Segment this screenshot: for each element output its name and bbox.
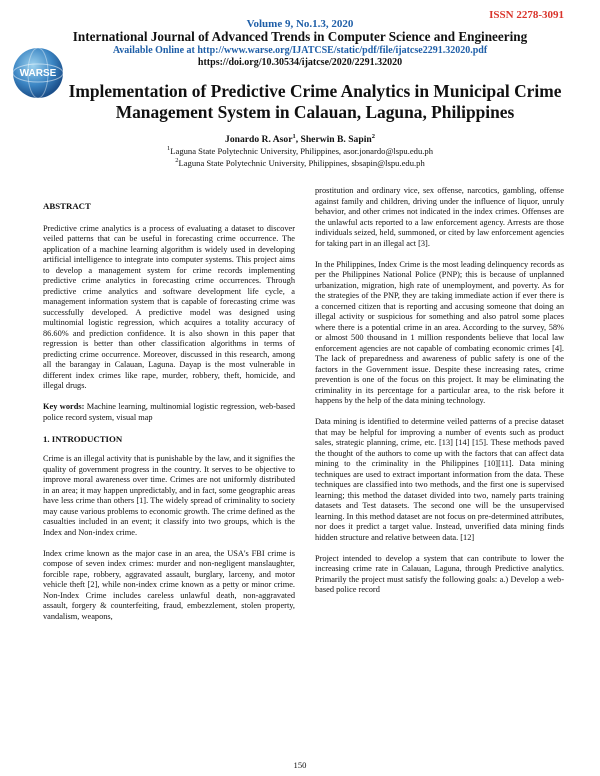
- affiliation-2-text: Laguna State Polytechnic University, Philippines, sbsapin@lspu.edu.ph: [178, 158, 425, 168]
- abstract-heading: ABSTRACT: [43, 201, 91, 211]
- intro-paragraph-3: prostitution and ordinary vice, sex offense, narcotics, gambling, offense against family and children, driving under the influence of liquor, unruly behavior, and other crimes not indicated in the index crimes. Offenses are the unlawful acts reported to a law enforcement agency. Arrests are those individuals seized, held, summoned, or cited by law enforcement agencies for taking part in an illegal act [3].: [315, 186, 564, 248]
- abstract-text: Predictive crime analytics is a process of evaluating a dataset to discover veiled patterns that can be useful in forecasting crime occurrence. The application of a machine learning algorithm is widely used in developing artificial intelligence to integrate into computer systems. This project aims to develop a management system for crime records implementing predictive crime analytics in forecasting crime occurrences. Through predictive crime analytics and software development life cycle, a management information system that is capable of forecasting crime was successfully developed. A predictive model was designed using multinomial logistic regression, which acquires a totality accuracy of 86.60% and prediction confidence. It is also shown in this paper that regression is better than other classification algorithms in terms of predicting crime occurrence. Moreover, discussed in this research, among all the barangay in Calauan, Laguna. Dayap is the most vulnerable in different index crimes like rape, murder, robbery, theft, homicide, and illegal drugs.: [43, 223, 295, 390]
- right-column: [315, 186, 564, 606]
- logo-text: WARSE: [19, 68, 57, 79]
- volume-line: Volume 9, No.1.3, 2020: [246, 18, 354, 30]
- author-2-sup: 2: [371, 132, 375, 140]
- left-column: [43, 186, 295, 633]
- doi-link[interactable]: https://doi.org/10.30534/ijatcse/2020/2291.32020: [197, 57, 403, 68]
- keywords-label: Key words:: [43, 402, 85, 411]
- author-separator: ,: [295, 134, 301, 145]
- affiliation-1-text: Laguna State Polytechnic University, Philippines, asor.jonardo@lspu.edu.ph: [170, 146, 433, 156]
- affiliation-1-sup: 1: [167, 145, 171, 153]
- paper-title: Implementation of Predictive Crime Analytics in Municipal Crime Management System in Calauan, Laguna, Philippines: [68, 81, 562, 122]
- authors-line: [0, 134, 600, 145]
- keywords-text: Machine learning, multinomial logistic regression, web-based police record system, visual map: [43, 402, 295, 422]
- intro-paragraph-5: Data mining is identified to determine veiled patterns of a precise dataset that may be helpful for improving a number of events such as product sales, strategic planning, crime, etc. [13] [14] [15]. These methods paved the thought of the authors to come up with the factors that can affect data mining to the criminality in the Philippines [10][11]. Data mining techniques are used to extract important information from the data. These techniques are classified into two methods, and the first one is supervised learning; this method the dataset divided into two, namely parts training datasets and Test datasets. The second one will be the unsupervised learning. In this method dataset are not focus on pre-determined attributes, nor does it predict a target value. Instead, unverified data mining finds hidden structure and relative between data. [12]: [315, 417, 564, 542]
- affiliation-2-sup: 2: [175, 157, 179, 165]
- keywords: [43, 402, 295, 423]
- journal-name: International Journal of Advanced Trends in Computer Science and Engineering: [72, 29, 528, 44]
- author-2: Sherwin B. Sapin: [300, 134, 372, 145]
- author-1: Jonardo R. Asor: [225, 134, 293, 145]
- intro-paragraph-2: Index crime known as the major case in an area, the USA's FBI crime is compose of seven index crimes: murder and non-negligent manslaughter, forcible rape, robbery, aggravated assault, burglary, larceny, and motor vehicle theft [2], while non-index crime known as a petty or minor crime. Non-Index Crime includes careless unlawful death, non-aggravated assault, forgery & counterfeiting, fraud, embezzlement, stolen property, vandalism, weapons,: [43, 548, 295, 621]
- introduction-heading: 1. INTRODUCTION: [43, 433, 123, 444]
- intro-paragraph-1: Crime is an illegal activity that is punishable by the law, and it signifies the quality of government progress in the country. It serves to be objective to improve moral awareness over time. Crimes are not uniformly distributed in an area; it may happen unpredictably, and in fact, some geographic areas have less crime than others [1]. The widely spread of criminality to society may cause various problems to economic growth. The crime defined as the casualties included in an event; it classify into two groups, which is the Index and Non-index crime.: [43, 454, 295, 537]
- page-number: 150: [293, 760, 307, 770]
- author-1-sup: 1: [292, 132, 296, 140]
- available-online-link[interactable]: Available Online at http://www.warse.org/IJATCSE/static/pdf/file/ijatcse2291.32020.pdf: [112, 45, 488, 56]
- affiliation-1: [0, 146, 600, 156]
- intro-paragraph-4: In the Philippines, Index Crime is the most leading delinquency records as per the Philippines National Police (PNP); this is because of unplanned urbanization, migration, high rate of unemployment, and poverty. As for the strategies of the PNP, they are taking immediate action if ever there is a concerned citizen that is reporting and accusing someone that doing an illegal activity or suspicious for something and also patrol some places where there is a potential crime in an area. According to the survey, 58% or almost 500 thousand in 1 million respondents believe that local law enforcement agencies are not capable of combating economic crimes [4]. The lack of preparedness and awareness of public safety is one of the factors in the Government issue. Despite these increasing rates, crime prevention is one of the focus on this project. It may be eliminating the criminality in its percentage for a particular area, to the risk before it happens by the help of the data mining technology.: [315, 259, 564, 405]
- intro-paragraph-6: Project intended to develop a system that can contribute to lower the increasing crime rate in Calauan, Laguna, through Predictive analytics. Primarily the project must satisfy the following goals: a.) Develop a web-based police record: [315, 553, 564, 594]
- issn-label: ISSN 2278-3091: [489, 9, 564, 21]
- affiliation-2: [0, 158, 600, 168]
- warse-logo: [11, 46, 65, 100]
